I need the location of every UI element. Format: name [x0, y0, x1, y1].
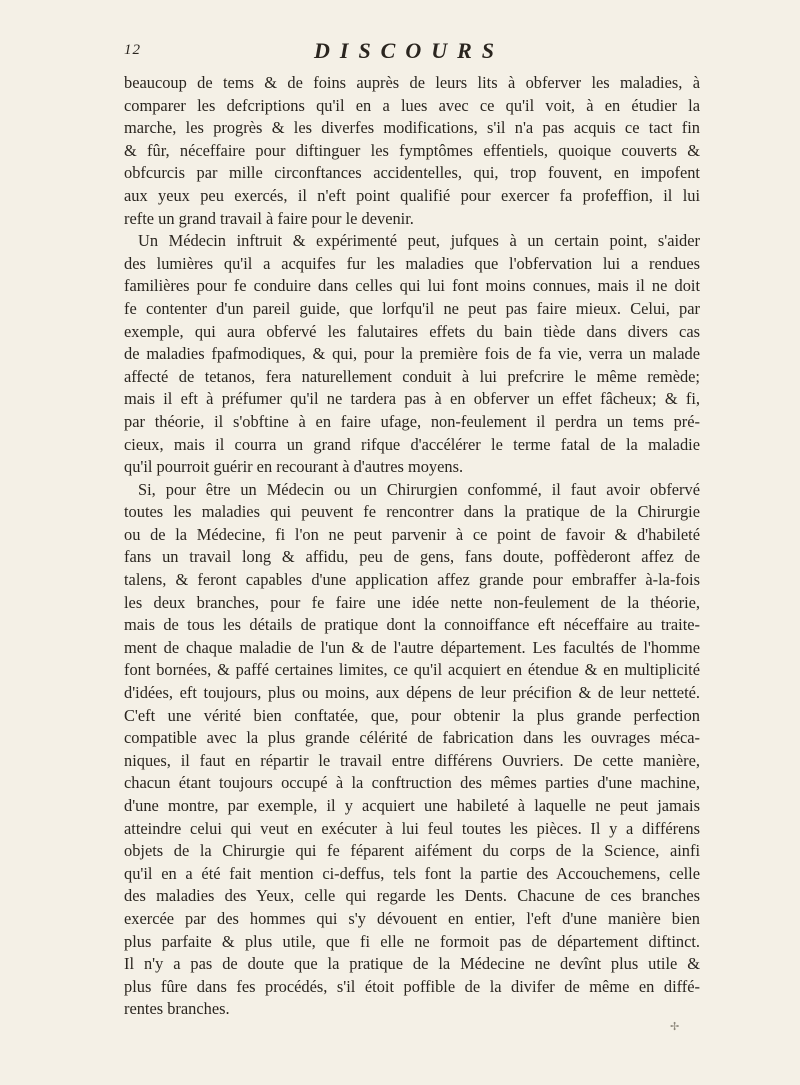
page-header [124, 38, 680, 68]
text-line: qu'il en a été fait mention ci-deffus, tels font la partie des Accouchemens, celle [124, 863, 700, 883]
text-line: niques, il faut en répartir le travail entre différens Ouvriers. De cette manière, [124, 750, 700, 770]
page-number: 12 [124, 42, 141, 58]
text-line: Un Médecin inftruit & expérimenté peut, jufques à un certain point, s'aider [138, 231, 700, 251]
printer-mark: ✢ [670, 1021, 680, 1033]
text-line: mais de tous les détails de pratique dont la connoiffance eft néceffaire au traite- [124, 615, 700, 635]
text-line: fans un travail long & affidu, peu de gens, fans doute, poffèderont affez de [124, 547, 700, 567]
text-line: exercée par des hommes qui s'y dévouent en entier, l'eft d'une manière bien [124, 908, 700, 928]
text-line: ment de chaque maladie de l'un & de l'autre département. Les facultés de l'homme [124, 637, 700, 657]
text-line: obfcurcis par mille circonftances accidentelles, qui, trop fouvent, en impofent [124, 163, 700, 183]
text-line: d'une montre, par exemple, il y acquiert une habileté à laquelle ne peut jamais [124, 796, 700, 815]
text-line: aux yeux peu exercés, il n'eft point qualifié pour exercer fa profeffion, il lui [124, 185, 700, 205]
text-line: ou de la Médecine, fi l'on ne peut parvenir à ce point de favoir & d'habileté [124, 524, 700, 544]
text-line: marche, les progrès & les diverfes modifications, s'il n'a pas acquis ce tact fin [124, 118, 700, 138]
text-line: C'eft une vérité bien conftatée, que, pour obtenir la plus grande perfection [124, 705, 700, 725]
text-line: atteindre celui qui veut en exécuter à lui feul toutes les pièces. Il y a différens [124, 818, 700, 838]
text-line: beaucoup de tems & de foins auprès de leurs lits à obferver les maladies, à [124, 73, 700, 92]
text-line: familières pour fe conduire dans celles qui lui font moins connues, mais il ne doit [124, 276, 700, 296]
text-line: chacun étant toujours occupé à la conftruction des mêmes parties d'une machine, [124, 773, 700, 793]
text-line: rentes branches. [124, 999, 230, 1019]
text-line: les deux branches, pour fe faire une idée nette non-feulement de la théorie, [124, 592, 700, 612]
text-line: fe contenter d'un pareil guide, que lorfqu'il ne peut pas faire mieux. Celui, par [124, 298, 700, 318]
text-line: & fûr, néceffaire pour diftinguer les fymptômes effentiels, quoique couverts & [124, 140, 700, 160]
text-line: plus fûre dans fes procédés, s'il étoit poffible de la divifer de même en diffé- [124, 976, 700, 996]
text-line: plus parfaite & plus utile, que fi elle ne formoit pas de département diftinct. [124, 931, 700, 951]
text-line: affecté de tetanos, fera naturellement conduit à lui prefcrire le même remède; [124, 366, 700, 386]
text-line: comparer les defcriptions qu'il en a lues avec ce qu'il voit, à en étudier la [124, 95, 700, 115]
text-line: de maladies fpafmodiques, & qui, pour la première fois de fa vie, verra un malade [124, 344, 700, 364]
text-line: talens, & feront capables d'une application affez grande pour embraffer à-la-fois [124, 570, 700, 590]
text-line: qu'il pourroit guérir en recourant à d'autres moyens. [124, 457, 464, 477]
text-line: cieux, mais il courra un grand rifque d'accélérer le terme fatal de la maladie [124, 434, 700, 454]
text-line: Il n'y a pas de doute que la pratique de la Médecine ne devînt plus utile & [124, 954, 700, 974]
running-title: DISCOURS [314, 38, 505, 63]
body-text [124, 72, 700, 1021]
text-line: exemple, qui aura obfervé les falutaires effets du bain tiède dans divers cas [124, 321, 700, 341]
text-line: compatible avec la plus grande célérité de fabrication dans les ouvrages méca- [124, 728, 700, 748]
text-line: Si, pour être un Médecin ou un Chirurgien confommé, il faut avoir obfervé [138, 479, 700, 499]
text-line: des lumières qu'il a acquifes fur les maladies que l'obfervation lui a rendues [124, 253, 700, 273]
text-line: des maladies des Yeux, celle qui regarde les Dents. Chacune de ces branches [124, 886, 700, 906]
text-line: par théorie, il s'obftine à en faire ufage, non-feulement il perdra un tems pré- [124, 411, 700, 431]
text-line: d'idées, eft toujours, plus ou moins, aux dépens de leur précifion & de leur netteté. [124, 683, 700, 703]
text-line: objets de la Chirurgie qui fe féparent aifément du corps de la Science, ainfi [124, 841, 700, 861]
text-line: font bornées, & paffé certaines limites, ce qu'il acquiert en étendue & en multiplicité [124, 660, 700, 680]
text-line: toutes les maladies qui peuvent fe rencontrer dans la pratique de la Chirurgie [124, 502, 700, 522]
text-line: mais il eft à préfumer qu'il ne tardera pas à en obferver un effet fâcheux; & fi, [124, 389, 700, 409]
text-line: refte un grand travail à faire pour le devenir. [124, 208, 414, 228]
